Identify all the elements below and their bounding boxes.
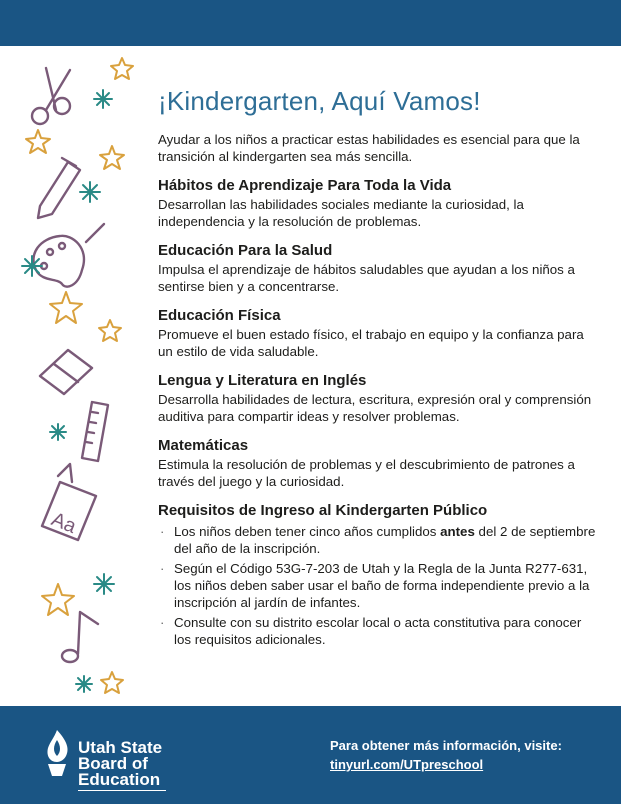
more-info-label: Para obtener más información, visite: <box>330 738 562 753</box>
torch-icon <box>40 728 74 778</box>
section-heading-math: Matemáticas <box>158 437 249 454</box>
eraser-icon <box>40 350 92 394</box>
section-body-physical-education: Promueve el buen estado físico, el trabajo en equipo y la confianza para un estilo de vida saludable. <box>158 327 584 359</box>
section-heading-health: Educación Para la Salud <box>158 242 333 259</box>
section-heading-lifelong-learning: Hábitos de Aprendizaje Para Toda la Vida <box>158 177 452 194</box>
requirements-heading: Requisitos de Ingreso al Kindergarten Público <box>158 502 488 519</box>
music-note-icon <box>62 612 98 662</box>
section-body-health: Impulsa el aprendizaje de hábitos saludables que ayudan a los niños a sentirse bien y a concentrarse. <box>158 262 575 294</box>
paint-palette-icon <box>33 224 104 287</box>
pencil-icon <box>38 158 80 218</box>
logo-line-2: Board of <box>78 754 148 773</box>
logo-line-1: Utah State <box>78 738 163 757</box>
list-item: · Según el Código 53G-7-203 de Utah y la Regla de la Junta R277-631, los niños deben saber usar el baño de forma independiente previo a la inscripción al jardín de infantes. <box>158 560 598 611</box>
logo-underline <box>78 790 166 791</box>
section-heading-english-language-arts: Lengua y Literatura en Inglés <box>158 372 367 389</box>
more-info <box>330 736 562 774</box>
page-title: ¡Kindergarten, Aquí Vamos! <box>158 86 481 116</box>
intro-text: Ayudar a los niños a practicar estas habilidades es esencial para que la transición al kindergarten sea más sencilla. <box>158 132 580 164</box>
requirements-list <box>158 523 598 648</box>
ruler-icon <box>82 402 108 461</box>
section-body-lifelong-learning: Desarrollan las habilidades sociales mediante la curiosidad, la independencia y la resolución de problemas. <box>158 197 524 229</box>
usbe-logo <box>40 724 180 788</box>
section-heading-physical-education: Educación Física <box>158 307 281 324</box>
footer <box>0 706 621 804</box>
section-body-english-language-arts: Desarrolla habilidades de lectura, escritura, expresión oral y comprensión auditiva para compartir ideas y resolver problemas. <box>158 392 592 424</box>
more-info-link[interactable]: tinyurl.com/UTpreschool <box>330 757 484 772</box>
scissors-icon <box>32 68 70 124</box>
main-content <box>158 86 598 651</box>
list-item: · Consulte con su distrito escolar local o acta constitutiva para conocer los requisitos adicionales. <box>158 614 598 648</box>
logo-line-3: Education <box>78 770 161 789</box>
emphasis-before: antes <box>440 524 475 539</box>
letter-card-label: Aa <box>48 508 80 538</box>
list-item: · Los niños deben tener cinco años cumplidos antes del 2 de septiembre del año de la inscripción. <box>158 523 598 557</box>
section-body-math: Estimula la resolución de problemas y el descubrimiento de patrones a través del juego y la curiosidad. <box>158 457 575 489</box>
decorative-illustrations <box>0 46 150 706</box>
top-banner <box>0 0 621 46</box>
